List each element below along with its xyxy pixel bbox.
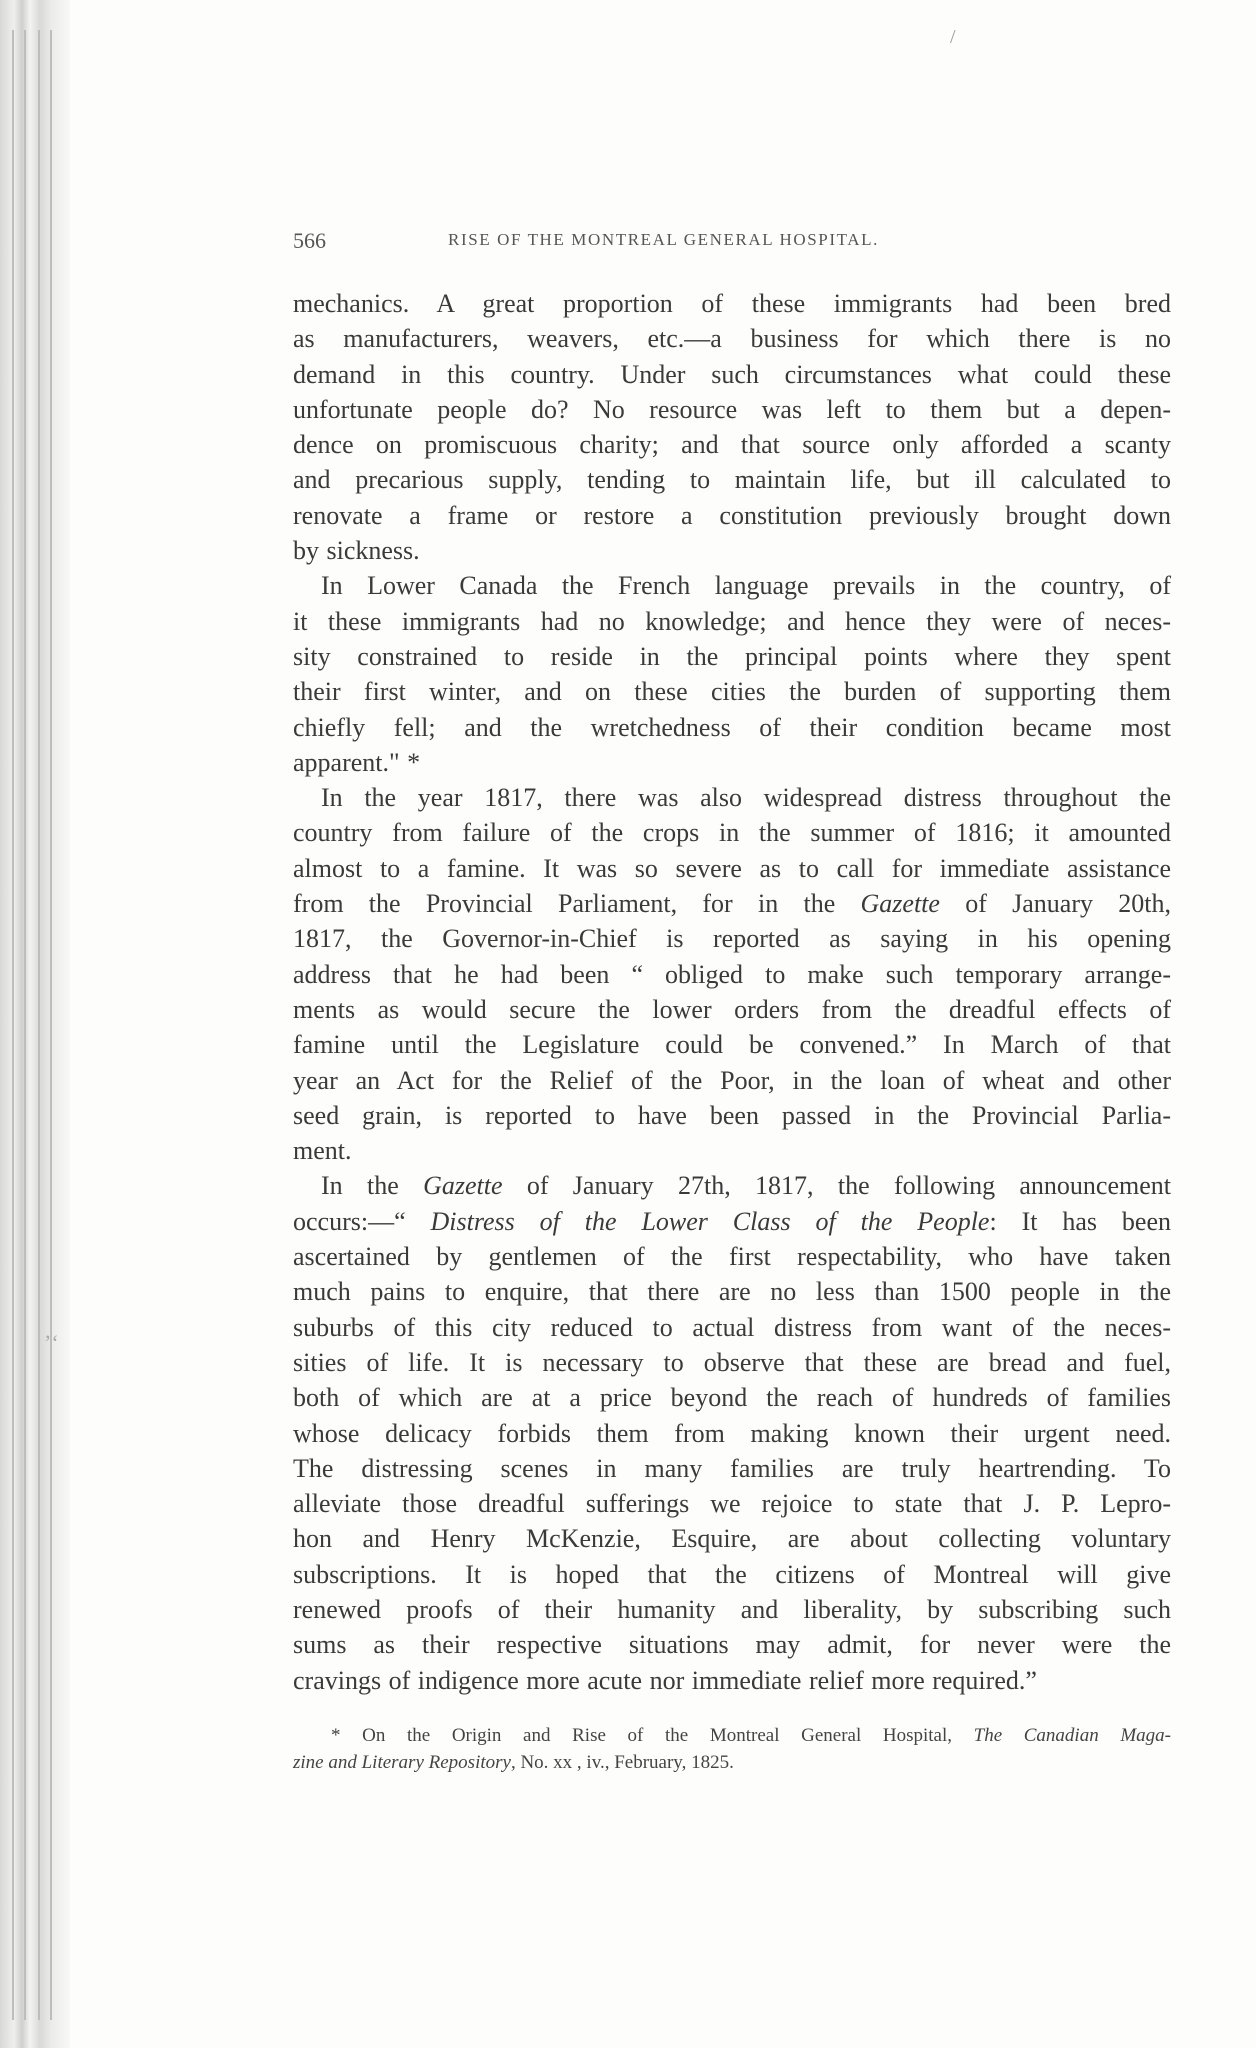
text-line: dence on promiscuous charity; and that source only afforded a scanty bbox=[293, 430, 1171, 460]
text-line: sums as their respective situations may admit, for never were the bbox=[293, 1630, 1171, 1660]
text-line: year an Act for the Relief of the Poor, in the loan of wheat and other bbox=[293, 1065, 1171, 1095]
text-line: ascertained by gentlemen of the first respectability, who have taken bbox=[293, 1242, 1171, 1272]
text-line: suburbs of this city reduced to actual distress from want of the neces- bbox=[293, 1312, 1171, 1342]
text-line: famine until the Legislature could be convened.” In March of that bbox=[293, 1030, 1171, 1060]
text-line: alleviate those dreadful sufferings we rejoice to state that J. P. Lepro- bbox=[293, 1489, 1171, 1519]
text-line: renewed proofs of their humanity and liberality, by subscribing such bbox=[293, 1594, 1171, 1624]
paragraph bbox=[293, 780, 1171, 1168]
text-line: their first winter, and on these cities the burden of supporting them bbox=[293, 677, 1171, 707]
text-line: sity constrained to reside in the principal points where they spent bbox=[293, 641, 1171, 671]
text-line: occurs:—“ Distress of the Lower Class of the People: It has been bbox=[293, 1206, 1171, 1236]
text-line: ment. bbox=[293, 1136, 352, 1166]
text-line: unfortunate people do? No resource was left to them but a depen- bbox=[293, 394, 1171, 424]
text-line: In the Gazette of January 27th, 1817, the following announcement bbox=[321, 1171, 1171, 1201]
book-edge bbox=[0, 0, 70, 2048]
text-line: sities of life. It is necessary to observe that these are bread and fuel, bbox=[293, 1347, 1171, 1377]
paragraph bbox=[293, 1168, 1171, 1697]
text-line: almost to a famine. It was so severe as to call for immediate assistance bbox=[293, 853, 1171, 883]
running-title: RISE OF THE MONTREAL GENERAL HOSPITAL. bbox=[448, 230, 879, 249]
text-line: 1817, the Governor-in-Chief is reported as saying in his opening bbox=[293, 924, 1171, 954]
text-line: The distressing scenes in many families are truly heartrending. To bbox=[293, 1453, 1171, 1483]
text-line: both of which are at a price beyond the reach of hundreds of families bbox=[293, 1383, 1171, 1413]
footnote-line: * On the Origin and Rise of the Montreal General Hospital, The Canadian Maga- bbox=[331, 1725, 1171, 1746]
edge-line bbox=[50, 30, 52, 2020]
body-text bbox=[293, 286, 1171, 1698]
text-line: it these immigrants had no knowledge; and hence they were of neces- bbox=[293, 606, 1171, 636]
text-line: hon and Henry McKenzie, Esquire, are about collecting voluntary bbox=[293, 1524, 1171, 1554]
text-line: as manufacturers, weavers, etc.—a business for which there is no bbox=[293, 324, 1171, 354]
page-number: 566 bbox=[293, 228, 326, 253]
text-line: ments as would secure the lower orders from the dreadful effects of bbox=[293, 994, 1171, 1024]
text-line: apparent." * bbox=[293, 747, 421, 777]
running-header bbox=[293, 228, 1171, 258]
text-line: chiefly fell; and the wretchedness of their condition became most bbox=[293, 712, 1171, 742]
text-line: In the year 1817, there was also widespread distress throughout the bbox=[321, 783, 1171, 813]
text-line: by sickness. bbox=[293, 536, 420, 566]
text-line: demand in this country. Under such circumstances what could these bbox=[293, 359, 1171, 389]
footnote bbox=[293, 1722, 1171, 1776]
text-line: and precarious supply, tending to maintain life, but ill calculated to bbox=[293, 465, 1171, 495]
paragraph bbox=[293, 568, 1171, 780]
text-line: cravings of indigence more acute nor immediate relief more required.” bbox=[293, 1665, 1037, 1695]
edge-line bbox=[38, 30, 40, 2020]
text-line: country from failure of the crops in the summer of 1816; it amounted bbox=[293, 818, 1171, 848]
margin-mark: ’‘ bbox=[44, 1330, 59, 1355]
text-line: from the Provincial Parliament, for in the Gazette of January 20th, bbox=[293, 889, 1171, 919]
text-line: seed grain, is reported to have been passed in the Provincial Parlia- bbox=[293, 1100, 1171, 1130]
pencil-mark: / bbox=[950, 26, 956, 48]
paragraph bbox=[293, 286, 1171, 568]
edge-line bbox=[24, 30, 26, 2020]
text-line: whose delicacy forbids them from making known their urgent need. bbox=[293, 1418, 1171, 1448]
text-line: subscriptions. It is hoped that the citizens of Montreal will give bbox=[293, 1559, 1171, 1589]
text-line: renovate a frame or restore a constitution previously brought down bbox=[293, 500, 1171, 530]
edge-line bbox=[12, 30, 14, 2020]
text-line: In Lower Canada the French language prevails in the country, of bbox=[321, 571, 1171, 601]
text-line: address that he had been “ obliged to make such temporary arrange- bbox=[293, 959, 1171, 989]
footnote-line: zine and Literary Repository, No. xx , iv., February, 1825. bbox=[293, 1752, 734, 1773]
text-line: mechanics. A great proportion of these immigrants had been bred bbox=[293, 289, 1171, 318]
text-line: much pains to enquire, that there are no less than 1500 people in the bbox=[293, 1277, 1171, 1307]
